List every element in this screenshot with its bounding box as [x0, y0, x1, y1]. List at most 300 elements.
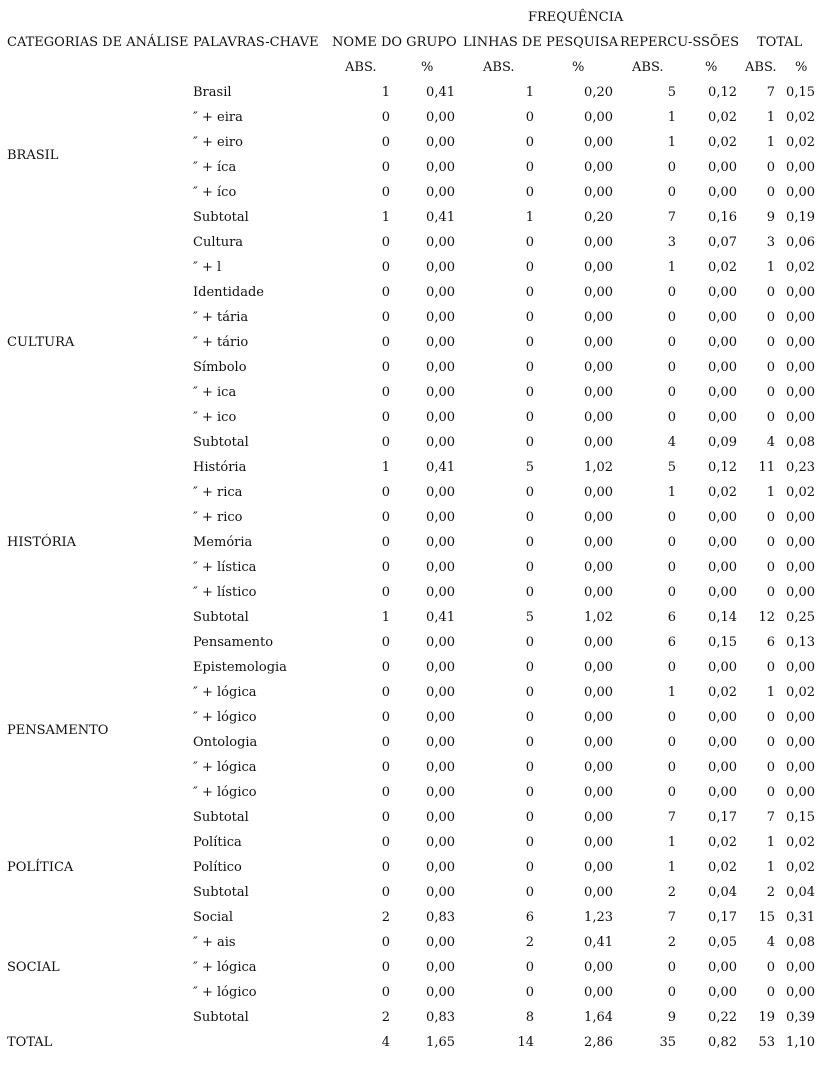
value-total-abs: 1: [766, 685, 775, 700]
value-repercussoes-abs: 0: [667, 310, 676, 325]
total-total-abs: 53: [758, 1035, 775, 1050]
value-total-abs: 4: [766, 935, 775, 950]
value-repercussoes-pct: 0,00: [708, 760, 737, 775]
value-total-abs: 3: [766, 235, 775, 250]
category-label: POLÍTICA: [7, 860, 74, 875]
subheader-abs: ABS.: [632, 60, 664, 75]
total-label: TOTAL: [7, 1035, 53, 1050]
value-total-pct: 0,00: [786, 560, 815, 575]
value-repercussoes-pct: 0,00: [708, 510, 737, 525]
value-total-pct: 0,04: [786, 885, 815, 900]
value-nome-abs: 0: [381, 835, 390, 850]
value-repercussoes-pct: 0,15: [708, 635, 737, 650]
value-total-abs: 0: [766, 960, 775, 975]
value-nome-pct: 0,00: [426, 560, 455, 575]
value-repercussoes-pct: 0,02: [708, 485, 737, 500]
value-repercussoes-pct: 0,14: [708, 610, 737, 625]
value-repercussoes-abs: 1: [667, 860, 676, 875]
value-repercussoes-abs: 0: [667, 660, 676, 675]
value-total-pct: 0,13: [786, 635, 815, 650]
value-repercussoes-abs: 0: [667, 535, 676, 550]
total-total-pct: 1,10: [786, 1035, 815, 1050]
value-linhas-pct: 0,00: [584, 710, 613, 725]
keyword-cell: Política: [193, 835, 242, 850]
value-repercussoes-pct: 0,00: [708, 360, 737, 375]
value-nome-abs: 0: [381, 635, 390, 650]
value-nome-pct: 0,00: [426, 785, 455, 800]
value-nome-abs: 0: [381, 310, 390, 325]
keyword-cell: ″ + lógica: [193, 960, 257, 975]
keyword-cell: ″ + rico: [193, 510, 243, 525]
category-label: CULTURA: [7, 335, 75, 350]
value-total-pct: 0,00: [786, 760, 815, 775]
value-linhas-abs: 5: [525, 460, 534, 475]
value-linhas-pct: 0,00: [584, 485, 613, 500]
value-nome-pct: 0,00: [426, 110, 455, 125]
value-total-abs: 9: [766, 210, 775, 225]
value-repercussoes-pct: 0,02: [708, 260, 737, 275]
value-repercussoes-abs: 6: [667, 610, 676, 625]
keyword-cell: Brasil: [193, 85, 232, 100]
value-repercussoes-abs: 2: [667, 885, 676, 900]
value-repercussoes-pct: 0,00: [708, 385, 737, 400]
value-total-abs: 0: [766, 760, 775, 775]
col-header-palavras: PALAVRAS-CHAVE: [193, 35, 319, 50]
value-total-pct: 0,00: [786, 335, 815, 350]
value-repercussoes-abs: 1: [667, 260, 676, 275]
value-repercussoes-abs: 0: [667, 735, 676, 750]
value-total-pct: 0,02: [786, 135, 815, 150]
category-label: SOCIAL: [7, 960, 60, 975]
value-repercussoes-abs: 0: [667, 160, 676, 175]
value-repercussoes-pct: 0,00: [708, 585, 737, 600]
value-repercussoes-pct: 0,02: [708, 860, 737, 875]
value-linhas-pct: 0,00: [584, 110, 613, 125]
value-total-abs: 6: [766, 635, 775, 650]
value-nome-abs: 0: [381, 410, 390, 425]
value-repercussoes-pct: 0,00: [708, 285, 737, 300]
value-total-abs: 15: [758, 910, 775, 925]
value-linhas-pct: 0,00: [584, 660, 613, 675]
value-repercussoes-pct: 0,00: [708, 660, 737, 675]
value-linhas-pct: 0,00: [584, 760, 613, 775]
value-linhas-abs: 0: [525, 335, 534, 350]
value-total-pct: 0,00: [786, 310, 815, 325]
value-repercussoes-pct: 0,02: [708, 685, 737, 700]
value-repercussoes-abs: 7: [667, 910, 676, 925]
keyword-cell: Símbolo: [193, 360, 247, 375]
value-repercussoes-abs: 5: [667, 460, 676, 475]
value-linhas-pct: 0,00: [584, 885, 613, 900]
total-repercussoes-abs: 35: [659, 1035, 676, 1050]
value-nome-pct: 0,00: [426, 260, 455, 275]
value-nome-pct: 0,00: [426, 735, 455, 750]
keyword-cell: Pensamento: [193, 635, 274, 650]
value-total-abs: 0: [766, 310, 775, 325]
value-linhas-abs: 0: [525, 810, 534, 825]
col-header-repercussoes: REPERCU-SSÕES: [620, 35, 740, 50]
value-repercussoes-pct: 0,00: [708, 735, 737, 750]
keyword-cell: Subtotal: [193, 610, 249, 625]
value-linhas-abs: 0: [525, 410, 534, 425]
value-nome-pct: 0,83: [426, 910, 455, 925]
value-total-abs: 0: [766, 410, 775, 425]
value-repercussoes-abs: 1: [667, 135, 676, 150]
keyword-cell: Subtotal: [193, 885, 249, 900]
value-linhas-pct: 0,20: [584, 210, 613, 225]
keyword-cell: ″ + lógica: [193, 760, 257, 775]
value-total-pct: 0,00: [786, 985, 815, 1000]
keyword-cell: ″ + l: [193, 260, 222, 275]
value-repercussoes-pct: 0,17: [708, 910, 737, 925]
value-repercussoes-abs: 9: [667, 1010, 676, 1025]
value-total-abs: 7: [766, 85, 775, 100]
value-repercussoes-pct: 0,02: [708, 110, 737, 125]
value-total-pct: 0,00: [786, 785, 815, 800]
value-total-pct: 0,08: [786, 935, 815, 950]
value-nome-pct: 0,00: [426, 435, 455, 450]
category-label: PENSAMENTO: [7, 723, 109, 738]
keyword-cell: ″ + eiro: [193, 135, 243, 150]
value-nome-abs: 0: [381, 660, 390, 675]
col-header-linhas: LINHAS DE PESQUISA: [463, 35, 619, 50]
value-total-abs: 4: [766, 435, 775, 450]
value-nome-pct: 0,00: [426, 510, 455, 525]
value-total-abs: 1: [766, 110, 775, 125]
category-label: HISTÓRIA: [7, 535, 77, 550]
value-total-abs: 0: [766, 510, 775, 525]
value-repercussoes-pct: 0,00: [708, 185, 737, 200]
value-repercussoes-pct: 0,02: [708, 135, 737, 150]
value-total-abs: 7: [766, 810, 775, 825]
total-linhas-pct: 2,86: [584, 1035, 613, 1050]
value-nome-abs: 0: [381, 585, 390, 600]
value-repercussoes-abs: 1: [667, 835, 676, 850]
value-nome-abs: 0: [381, 135, 390, 150]
value-total-abs: 0: [766, 985, 775, 1000]
value-repercussoes-pct: 0,02: [708, 835, 737, 850]
value-total-pct: 0,00: [786, 660, 815, 675]
value-linhas-abs: 0: [525, 510, 534, 525]
value-nome-abs: 0: [381, 185, 390, 200]
value-repercussoes-pct: 0,07: [708, 235, 737, 250]
value-nome-pct: 0,00: [426, 760, 455, 775]
subheader-pct: %: [421, 60, 434, 75]
value-nome-abs: 0: [381, 935, 390, 950]
keyword-cell: Subtotal: [193, 435, 249, 450]
value-nome-abs: 0: [381, 360, 390, 375]
keyword-cell: Ontologia: [193, 735, 258, 750]
keyword-cell: Político: [193, 860, 242, 875]
value-linhas-abs: 0: [525, 185, 534, 200]
value-nome-abs: 0: [381, 560, 390, 575]
value-linhas-abs: 0: [525, 310, 534, 325]
subheader-abs: ABS.: [745, 60, 777, 75]
value-total-abs: 1: [766, 860, 775, 875]
subheader-pct: %: [572, 60, 585, 75]
value-linhas-pct: 0,00: [584, 860, 613, 875]
value-linhas-pct: 1,02: [584, 610, 613, 625]
total-repercussoes-pct: 0,82: [708, 1035, 737, 1050]
value-nome-pct: 0,00: [426, 235, 455, 250]
value-total-pct: 0,08: [786, 435, 815, 450]
value-total-pct: 0,23: [786, 460, 815, 475]
value-linhas-pct: 0,00: [584, 785, 613, 800]
value-total-abs: 1: [766, 835, 775, 850]
value-nome-pct: 0,41: [426, 85, 455, 100]
value-repercussoes-pct: 0,05: [708, 935, 737, 950]
value-linhas-pct: 0,00: [584, 185, 613, 200]
value-total-pct: 0,00: [786, 585, 815, 600]
value-nome-pct: 0,00: [426, 410, 455, 425]
keyword-cell: Subtotal: [193, 210, 249, 225]
value-nome-pct: 0,00: [426, 385, 455, 400]
value-linhas-pct: 0,00: [584, 535, 613, 550]
value-repercussoes-pct: 0,00: [708, 985, 737, 1000]
value-linhas-pct: 0,00: [584, 510, 613, 525]
keyword-cell: História: [193, 460, 247, 475]
keyword-cell: Memória: [193, 535, 253, 550]
value-linhas-abs: 2: [525, 935, 534, 950]
keyword-cell: Cultura: [193, 235, 244, 250]
value-total-pct: 0,00: [786, 360, 815, 375]
value-repercussoes-pct: 0,00: [708, 785, 737, 800]
value-linhas-pct: 0,00: [584, 385, 613, 400]
value-linhas-pct: 0,00: [584, 235, 613, 250]
value-total-abs: 12: [758, 610, 775, 625]
value-linhas-abs: 0: [525, 660, 534, 675]
value-repercussoes-abs: 0: [667, 585, 676, 600]
value-total-abs: 2: [766, 885, 775, 900]
value-linhas-abs: 0: [525, 835, 534, 850]
value-repercussoes-pct: 0,00: [708, 160, 737, 175]
value-nome-abs: 0: [381, 160, 390, 175]
value-nome-pct: 0,00: [426, 585, 455, 600]
value-linhas-pct: 0,00: [584, 310, 613, 325]
value-total-abs: 0: [766, 785, 775, 800]
value-total-pct: 0,02: [786, 260, 815, 275]
value-nome-pct: 0,00: [426, 935, 455, 950]
value-repercussoes-abs: 0: [667, 985, 676, 1000]
value-linhas-abs: 0: [525, 435, 534, 450]
value-linhas-abs: 0: [525, 485, 534, 500]
subheader-abs: ABS.: [483, 60, 515, 75]
value-repercussoes-abs: 0: [667, 285, 676, 300]
value-nome-pct: 0,00: [426, 635, 455, 650]
value-linhas-abs: 8: [525, 1010, 534, 1025]
value-total-abs: 0: [766, 535, 775, 550]
value-nome-abs: 0: [381, 985, 390, 1000]
value-nome-pct: 0,00: [426, 860, 455, 875]
keyword-cell: ″ + rica: [193, 485, 243, 500]
value-nome-abs: 0: [381, 685, 390, 700]
value-nome-pct: 0,00: [426, 160, 455, 175]
keyword-cell: ″ + lógica: [193, 685, 257, 700]
keyword-cell: ″ + lógico: [193, 985, 257, 1000]
keyword-cell: ″ + lístico: [193, 585, 257, 600]
value-total-pct: 0,19: [786, 210, 815, 225]
value-repercussoes-abs: 1: [667, 485, 676, 500]
value-repercussoes-pct: 0,00: [708, 410, 737, 425]
value-total-pct: 0,31: [786, 910, 815, 925]
keyword-cell: Social: [193, 910, 234, 925]
value-linhas-abs: 0: [525, 885, 534, 900]
value-linhas-pct: 1,02: [584, 460, 613, 475]
col-header-total: TOTAL: [757, 35, 803, 50]
value-linhas-abs: 0: [525, 385, 534, 400]
value-nome-pct: 0,00: [426, 360, 455, 375]
value-repercussoes-pct: 0,00: [708, 335, 737, 350]
value-linhas-abs: 5: [525, 610, 534, 625]
subheader-pct: %: [705, 60, 718, 75]
value-repercussoes-abs: 0: [667, 410, 676, 425]
keyword-cell: ″ + ico: [193, 410, 237, 425]
value-linhas-pct: 0,00: [584, 260, 613, 275]
value-nome-abs: 1: [381, 210, 390, 225]
value-repercussoes-abs: 0: [667, 785, 676, 800]
value-nome-abs: 0: [381, 335, 390, 350]
value-linhas-pct: 0,00: [584, 335, 613, 350]
value-linhas-pct: 0,00: [584, 135, 613, 150]
value-repercussoes-abs: 2: [667, 935, 676, 950]
value-total-pct: 0,00: [786, 735, 815, 750]
value-nome-pct: 0,00: [426, 485, 455, 500]
value-nome-abs: 1: [381, 460, 390, 475]
value-linhas-abs: 0: [525, 635, 534, 650]
keyword-cell: ″ + eira: [193, 110, 243, 125]
value-repercussoes-abs: 7: [667, 210, 676, 225]
value-linhas-abs: 0: [525, 285, 534, 300]
category-label: BRASIL: [7, 148, 59, 163]
value-repercussoes-abs: 0: [667, 710, 676, 725]
total-linhas-abs: 14: [517, 1035, 534, 1050]
value-total-abs: 0: [766, 385, 775, 400]
value-repercussoes-abs: 3: [667, 235, 676, 250]
value-total-pct: 0,00: [786, 160, 815, 175]
value-repercussoes-pct: 0,04: [708, 885, 737, 900]
value-linhas-abs: 0: [525, 860, 534, 875]
value-linhas-abs: 0: [525, 135, 534, 150]
value-total-abs: 0: [766, 285, 775, 300]
subheader-pct: %: [795, 60, 808, 75]
keyword-cell: ″ + tário: [193, 335, 249, 350]
value-linhas-pct: 0,00: [584, 560, 613, 575]
value-repercussoes-pct: 0,00: [708, 560, 737, 575]
value-linhas-abs: 0: [525, 985, 534, 1000]
value-linhas-pct: 0,41: [584, 935, 613, 950]
value-linhas-pct: 0,00: [584, 985, 613, 1000]
value-nome-pct: 0,00: [426, 335, 455, 350]
keyword-cell: ″ + íco: [193, 185, 237, 200]
keyword-cell: ″ + íca: [193, 160, 237, 175]
value-total-abs: 0: [766, 585, 775, 600]
value-repercussoes-abs: 0: [667, 335, 676, 350]
value-total-abs: 0: [766, 710, 775, 725]
value-nome-abs: 2: [381, 910, 390, 925]
value-repercussoes-abs: 5: [667, 85, 676, 100]
value-linhas-abs: 1: [525, 85, 534, 100]
value-repercussoes-abs: 0: [667, 560, 676, 575]
value-repercussoes-abs: 0: [667, 385, 676, 400]
value-linhas-abs: 0: [525, 560, 534, 575]
value-repercussoes-abs: 1: [667, 685, 676, 700]
total-nome-pct: 1,65: [426, 1035, 455, 1050]
value-linhas-pct: 0,00: [584, 160, 613, 175]
value-total-pct: 0,02: [786, 860, 815, 875]
value-nome-pct: 0,41: [426, 610, 455, 625]
value-linhas-pct: 0,00: [584, 435, 613, 450]
keyword-cell: ″ + ica: [193, 385, 237, 400]
keyword-cell: ″ + lística: [193, 560, 257, 575]
value-total-abs: 1: [766, 135, 775, 150]
keyword-cell: Identidade: [193, 285, 264, 300]
value-nome-abs: 0: [381, 735, 390, 750]
value-nome-abs: 0: [381, 785, 390, 800]
value-nome-pct: 0,00: [426, 310, 455, 325]
value-nome-abs: 0: [381, 260, 390, 275]
value-nome-abs: 1: [381, 85, 390, 100]
value-nome-pct: 0,00: [426, 960, 455, 975]
keyword-cell: ″ + lógico: [193, 785, 257, 800]
value-total-abs: 0: [766, 735, 775, 750]
keyword-cell: Subtotal: [193, 810, 249, 825]
value-repercussoes-abs: 0: [667, 960, 676, 975]
value-total-pct: 0,00: [786, 410, 815, 425]
value-linhas-abs: 0: [525, 110, 534, 125]
value-total-pct: 0,00: [786, 185, 815, 200]
value-nome-abs: 0: [381, 535, 390, 550]
value-nome-abs: 0: [381, 810, 390, 825]
value-nome-pct: 0,00: [426, 810, 455, 825]
value-nome-abs: 0: [381, 435, 390, 450]
value-nome-pct: 0,00: [426, 660, 455, 675]
value-nome-abs: 0: [381, 760, 390, 775]
value-linhas-abs: 0: [525, 585, 534, 600]
value-total-pct: 0,15: [786, 810, 815, 825]
value-nome-abs: 0: [381, 235, 390, 250]
value-linhas-abs: 6: [525, 910, 534, 925]
value-linhas-abs: 1: [525, 210, 534, 225]
value-linhas-pct: 0,00: [584, 585, 613, 600]
value-nome-pct: 0,41: [426, 460, 455, 475]
value-total-pct: 0,00: [786, 535, 815, 550]
value-total-abs: 1: [766, 260, 775, 275]
value-linhas-abs: 0: [525, 685, 534, 700]
total-nome-abs: 4: [381, 1035, 390, 1050]
value-total-abs: 0: [766, 660, 775, 675]
value-total-abs: 0: [766, 185, 775, 200]
subheader-abs: ABS.: [345, 60, 377, 75]
value-linhas-pct: 0,00: [584, 835, 613, 850]
value-linhas-pct: 1,23: [584, 910, 613, 925]
keyword-cell: Epistemologia: [193, 660, 287, 675]
value-total-pct: 0,02: [786, 485, 815, 500]
value-linhas-abs: 0: [525, 160, 534, 175]
value-nome-abs: 0: [381, 860, 390, 875]
value-nome-abs: 0: [381, 110, 390, 125]
value-nome-abs: 0: [381, 885, 390, 900]
value-linhas-pct: 1,64: [584, 1010, 613, 1025]
value-nome-abs: 0: [381, 285, 390, 300]
value-total-pct: 0,00: [786, 710, 815, 725]
value-repercussoes-abs: 0: [667, 360, 676, 375]
value-linhas-abs: 0: [525, 785, 534, 800]
value-total-abs: 0: [766, 360, 775, 375]
value-linhas-pct: 0,00: [584, 360, 613, 375]
value-linhas-pct: 0,00: [584, 810, 613, 825]
value-repercussoes-abs: 6: [667, 635, 676, 650]
value-nome-abs: 0: [381, 510, 390, 525]
